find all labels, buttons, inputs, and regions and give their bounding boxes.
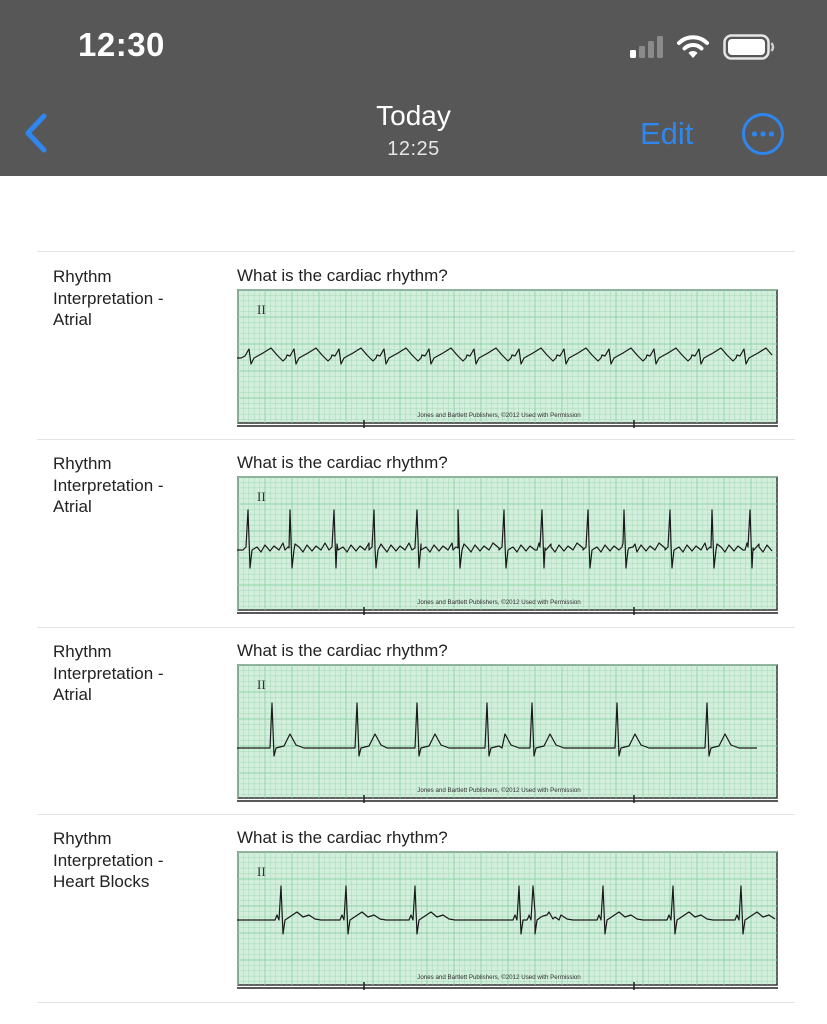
category-line: Atrial <box>53 685 92 704</box>
image-credit: Jones and Bartlett Publishers, ©2012 Used with Permission <box>417 412 581 419</box>
category-line: Interpretation - <box>53 288 164 308</box>
cellular-signal-icon <box>630 36 663 58</box>
question-text: What is the cardiac rhythm? <box>237 453 448 472</box>
category-line: Interpretation - <box>53 475 164 495</box>
question-text: What is the cardiac rhythm? <box>237 828 448 847</box>
ecg-image-content <box>237 290 778 428</box>
category-label <box>53 828 213 893</box>
ellipsis-circle-icon[interactable] <box>741 112 785 156</box>
category-line: Atrial <box>53 497 92 516</box>
navigation-bar <box>0 0 827 176</box>
page-subtitle: 12:25 <box>387 138 440 160</box>
category-line: Rhythm <box>53 642 112 661</box>
question-row[interactable] <box>0 627 827 814</box>
question-row[interactable] <box>0 814 827 1001</box>
ecg-strip-image <box>237 663 778 803</box>
category-line: Rhythm <box>53 267 112 286</box>
edit-button[interactable]: Edit <box>640 116 694 151</box>
lead-label: II <box>257 864 266 879</box>
category-line: Rhythm <box>53 454 112 473</box>
question-list <box>0 176 827 1024</box>
category-line: Interpretation - <box>53 850 164 870</box>
wifi-icon <box>677 35 709 59</box>
image-credit: Jones and Bartlett Publishers, ©2012 Used with Permission <box>417 974 581 981</box>
status-time: 12:30 <box>78 26 165 63</box>
ecg-strip-image <box>237 850 778 990</box>
question-row[interactable] <box>0 439 827 626</box>
question-text: What is the cardiac rhythm? <box>237 641 448 660</box>
status-icons <box>630 34 775 60</box>
ecg-image-content <box>237 665 778 803</box>
battery-icon <box>723 34 775 60</box>
category-line: Interpretation - <box>53 663 164 683</box>
category-line: Heart Blocks <box>53 872 150 891</box>
ecg-strip-image <box>237 475 778 615</box>
lead-label: II <box>257 302 266 317</box>
image-credit: Jones and Bartlett Publishers, ©2012 Used with Permission <box>417 787 581 794</box>
lead-label: II <box>257 489 266 504</box>
question-row[interactable] <box>0 252 827 439</box>
category-line: Rhythm <box>53 829 112 848</box>
category-label <box>53 266 213 331</box>
ecg-image-content <box>237 852 778 990</box>
divider <box>37 1002 795 1003</box>
question-text: What is the cardiac rhythm? <box>237 266 448 285</box>
category-label <box>53 641 213 706</box>
category-line: Atrial <box>53 310 92 329</box>
ecg-strip-image <box>237 288 778 428</box>
title-block <box>0 100 827 161</box>
image-credit: Jones and Bartlett Publishers, ©2012 Used with Permission <box>417 599 581 606</box>
page-title: Today <box>376 100 451 131</box>
category-label <box>53 453 213 518</box>
lead-label: II <box>257 677 266 692</box>
